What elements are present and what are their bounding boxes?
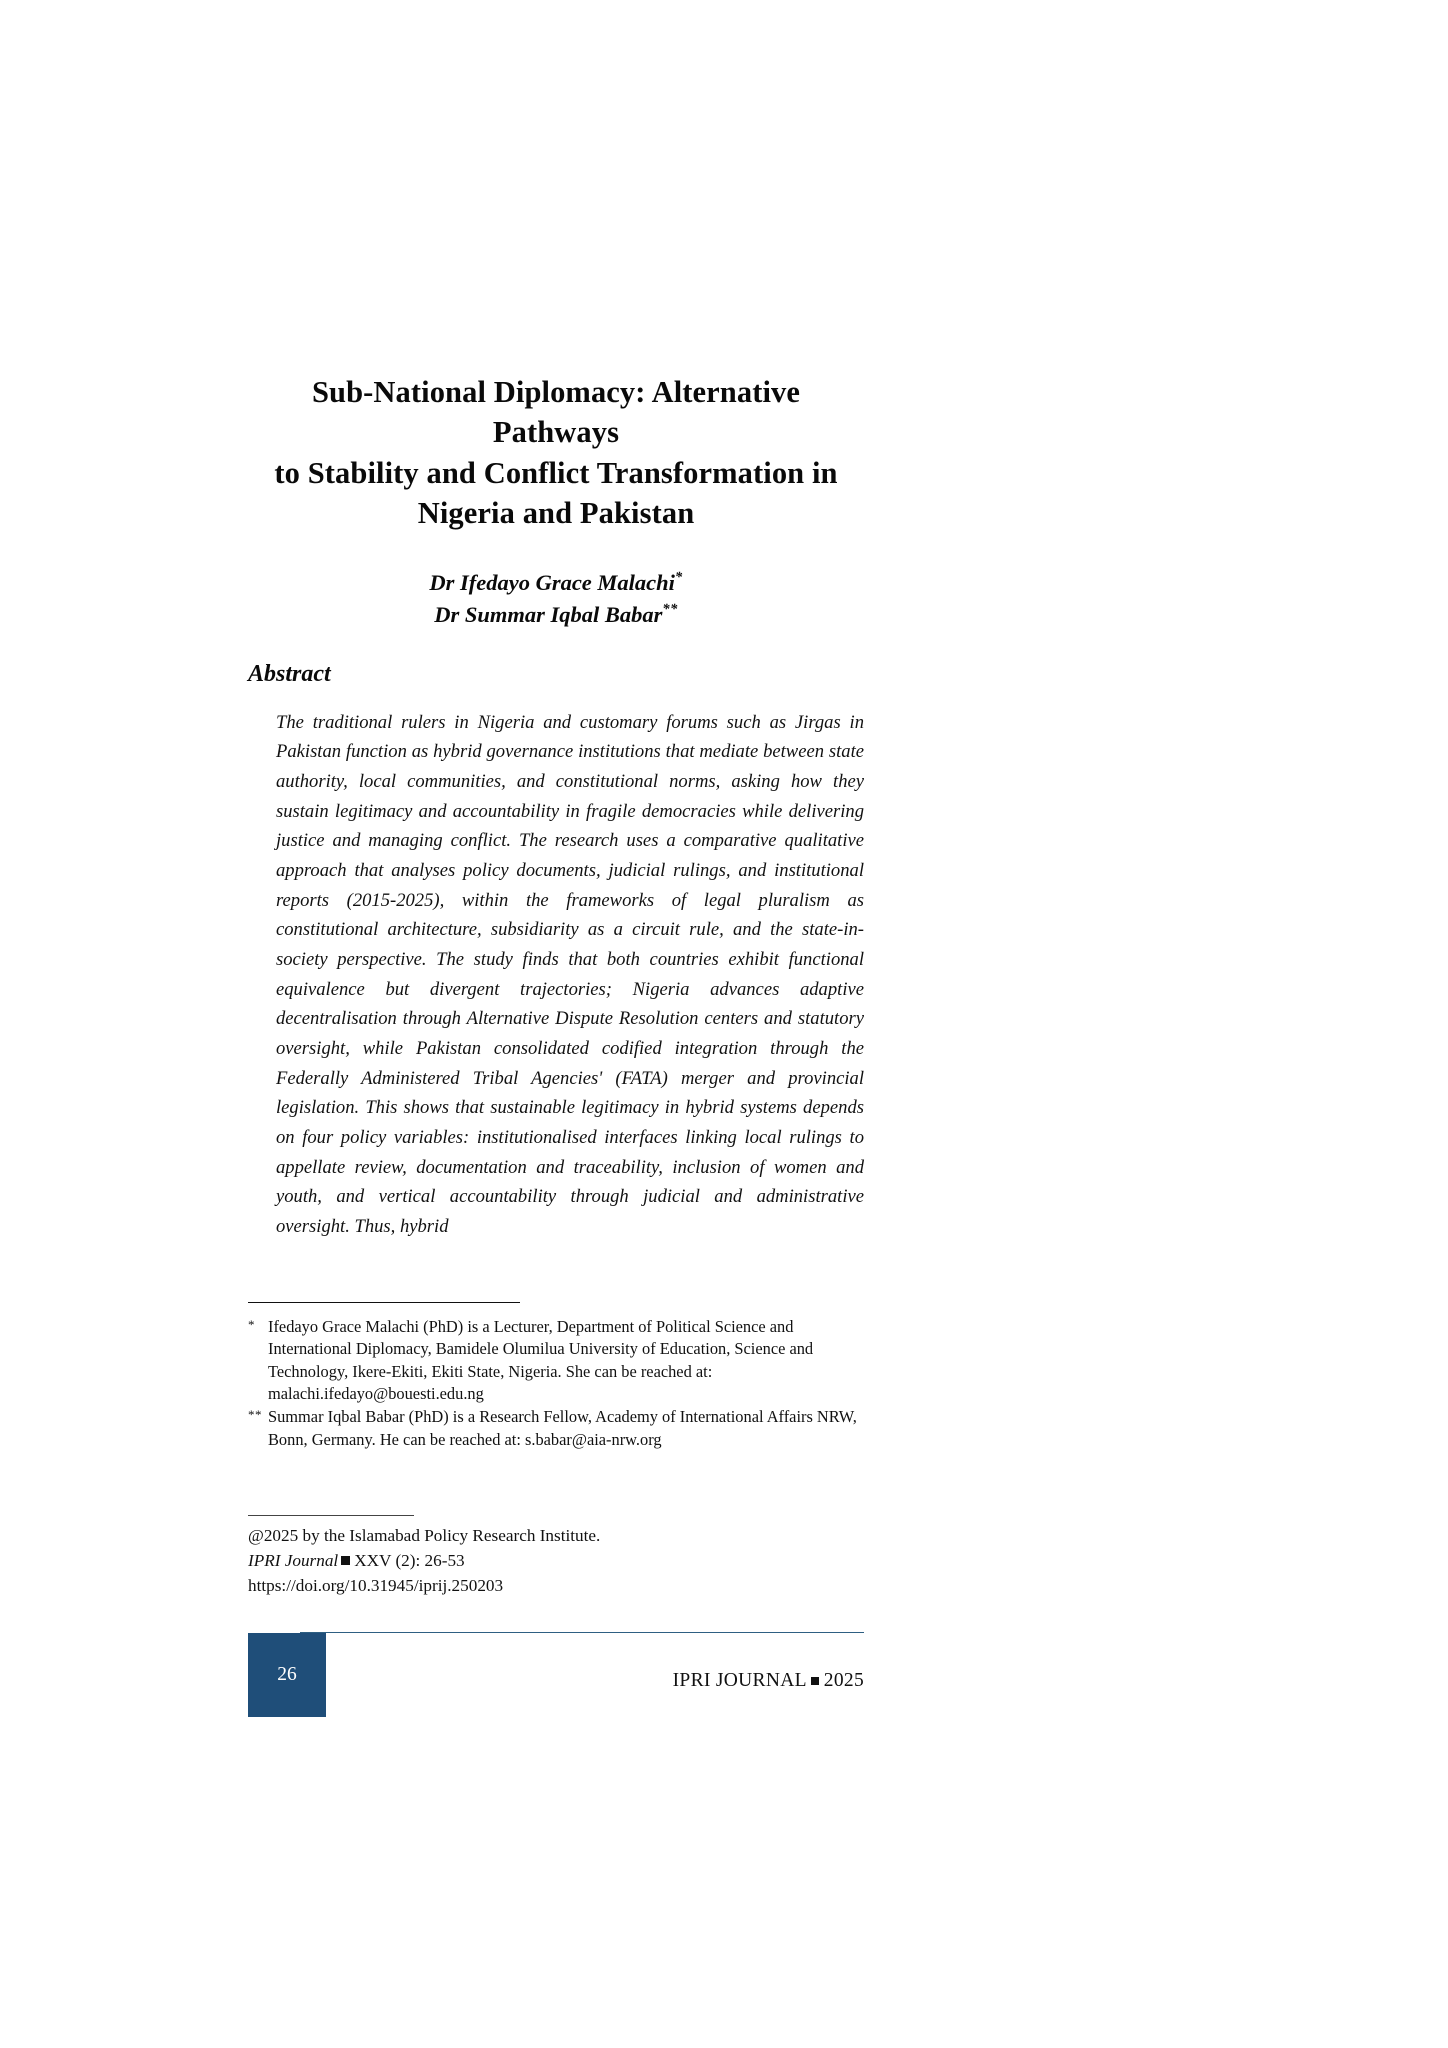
page-title (248, 372, 864, 533)
author-2-footnote-marker: ** (662, 601, 678, 618)
footnote-1-email: malachi.ifedayo@bouesti.edu.ng (268, 1383, 484, 1403)
footer-journal-name: IPRI JOURNAL (672, 1670, 807, 1691)
footer-year: 2025 (823, 1670, 864, 1691)
journal-citation (248, 1549, 868, 1574)
copyright-line: @2025 by the Islamabad Policy Research Institute. (248, 1526, 601, 1545)
title-line-3: Nigeria and Pakistan (417, 495, 695, 530)
page-number: 26 (277, 1664, 297, 1685)
title-line-2: to Stability and Conflict Transformation in (274, 455, 838, 490)
author-2-name: Dr Summar Iqbal Babar (434, 601, 663, 627)
footnote-1-text (268, 1316, 868, 1405)
doi-link[interactable]: https://doi.org/10.31945/iprij.250203 (248, 1575, 504, 1595)
copyright-block (248, 1524, 868, 1598)
footnote-2-text: Summar Iqbal Babar (PhD) is a Research Fellow, Academy of International Affairs NRW, Bonn, Germany. He can be reached at: s.babar@aia-nrw.org (268, 1407, 857, 1449)
author-list (248, 567, 864, 631)
author-1-name: Dr Ifedayo Grace Malachi (429, 570, 675, 595)
author-1-footnote-marker: * (674, 569, 683, 586)
footnote-2-marker: ** (248, 1407, 262, 1423)
footnotes (248, 1316, 868, 1452)
page-content (248, 0, 864, 1260)
page-number-badge (248, 1633, 326, 1717)
abstract-text: The traditional rulers in Nigeria and customary forums such as Jirgas in Pakistan function as hybrid governance institutions that mediate between state authority, local communities, and constitutional norms, asking how they sustain legitimacy and accountability in fragile democracies while delivering justice and managing conflict. The research uses a comparative qualitative approach that analyses policy documents, judicial rulings, and institutional reports (2015-2025), within the frameworks of legal pluralism as constitutional architecture, subsidiarity as a circuit rule, and the state-in-society perspective. The study finds that both countries exhibit functional equivalence but divergent trajectories; Nigeria advances adaptive decentralisation through Alternative Dispute Resolution centers and statutory oversight, while Pakistan consolidated codified integration through the Federally Administered Tribal Agencies' (FATA) merger and provincial legislation. This shows that sustainable legitimacy in hybrid systems depends on four policy variables: institutionalised interfaces linking local rulings to appellate review, documentation and traceability, inclusion of women and youth, and vertical accountability through judicial and administrative oversight. Thus, hybrid (276, 711, 864, 1237)
footnote-1 (248, 1316, 868, 1405)
author-1 (248, 567, 864, 599)
abstract-heading: Abstract (248, 660, 331, 687)
journal-name: IPRI Journal (248, 1550, 339, 1570)
footnote-separator (248, 1302, 520, 1303)
footnote-2 (248, 1406, 868, 1451)
title-line-1: Sub-National Diplomacy: Alternative Pathways (311, 375, 801, 450)
footer-journal-label (500, 1670, 864, 1692)
footnote-1-body: Ifedayo Grace Malachi (PhD) is a Lecturer, Department of Political Science and International Diplomacy, Bamidele Olumilua University of Education, Science and Technology, Ikere-Ekiti, Ekiti State, Nigeria. She can be reached at: (268, 1317, 814, 1381)
citation-detail: XXV (2): 26-53 (354, 1550, 465, 1570)
copyright-separator (248, 1515, 414, 1516)
footnote-1-marker: * (248, 1317, 255, 1332)
square-bullet-icon (341, 1556, 350, 1565)
author-2 (248, 599, 864, 631)
footer-separator (300, 1632, 864, 1633)
square-bullet-icon (811, 1677, 819, 1685)
